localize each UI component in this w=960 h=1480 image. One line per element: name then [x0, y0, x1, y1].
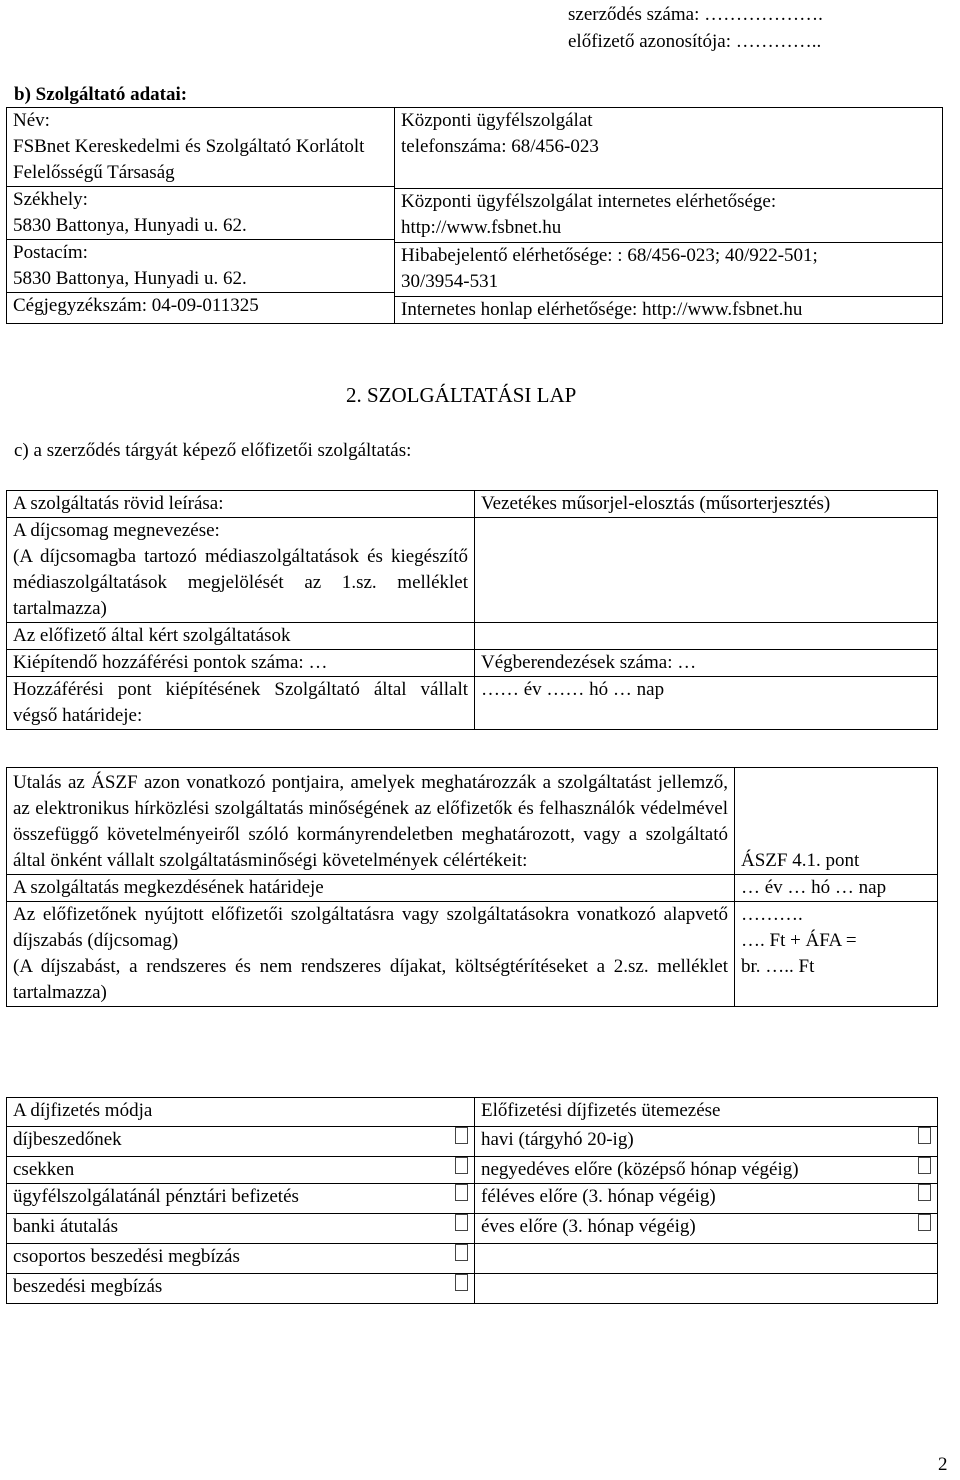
section-title: 2. SZOLGÁLTATÁSI LAP: [346, 383, 577, 407]
method-row: [7, 1244, 475, 1274]
fee-cell: [7, 902, 735, 1007]
deadline-value: …… év …… hó … nap: [475, 677, 938, 730]
method-label: ügyfélszolgálatánál pénztári befizetés: [13, 1186, 299, 1207]
phone-info: Központi ügyfélszolgálat telefonszáma: 68/456-023: [401, 110, 599, 157]
schedule-row: [475, 1214, 938, 1244]
schedule-label: féléves előre (3. hónap végéig): [481, 1186, 716, 1207]
fee-text-2: (A díjszabást, a rendszeres és nem rendszeres díjakat, költségtérítéseket a 2.sz. melléklet tartalmazza): [13, 956, 728, 1003]
provider-table: [6, 107, 943, 324]
start-label: A szolgáltatás megkezdésének határideje: [7, 875, 735, 902]
schedule-label: havi (tárgyhó 20-ig): [481, 1129, 634, 1150]
terminals-label: Végberendezések száma: …: [475, 650, 938, 677]
package-label: A díjcsomag megnevezése:: [13, 520, 220, 541]
checkbox-schedule-annual[interactable]: [918, 1214, 931, 1231]
method-label: banki átutalás: [13, 1216, 118, 1237]
seat-label: Székhely:: [13, 189, 88, 210]
checkbox-schedule-quarterly[interactable]: [918, 1157, 931, 1174]
checkbox-schedule-semiannual[interactable]: [918, 1184, 931, 1201]
method-row: [7, 1127, 475, 1157]
quality-table: [6, 767, 938, 1007]
postal-label: Postacím:: [13, 242, 88, 263]
schedule-header: Előfizetési díjfizetés ütemezése: [475, 1098, 938, 1127]
fee-value-2: …. Ft + ÁFA =: [741, 930, 857, 951]
fee-value-1: ……….: [741, 904, 803, 925]
web-info: Központi ügyfélszolgálat internetes elérhetősége: http://www.fsbnet.hu: [401, 191, 777, 238]
contract-number: szerződés száma: ……………….: [568, 4, 823, 25]
checkbox-method-direct-debit[interactable]: [455, 1274, 468, 1291]
fee-value-3: br. ….. Ft: [741, 956, 815, 977]
short-desc-label: A szolgáltatás rövid leírása:: [7, 491, 475, 518]
method-label: csoportos beszedési megbízás: [13, 1246, 240, 1267]
method-label: díjbeszedőnek: [13, 1129, 122, 1150]
method-label: csekken: [13, 1159, 75, 1180]
schedule-row: [475, 1184, 938, 1214]
method-row: [7, 1214, 475, 1244]
name-value: FSBnet Kereskedelmi és Szolgáltató Korlátolt Felelősségű Társaság: [13, 136, 365, 183]
checkbox-method-dijbeszedo[interactable]: [455, 1127, 468, 1144]
deadline-label: Hozzáférési pont kiépítésének Szolgáltató által vállalt végső határideje:: [7, 677, 475, 730]
package-cell: [7, 518, 475, 623]
name-label: Név:: [13, 110, 50, 131]
method-row: [7, 1274, 475, 1304]
payment-table: [6, 1097, 938, 1304]
checkbox-schedule-monthly[interactable]: [918, 1127, 931, 1144]
requested-label: Az előfizető által kért szolgáltatások: [7, 623, 475, 650]
provider-heading: b) Szolgáltató adatai:: [14, 84, 188, 105]
method-row: [7, 1184, 475, 1214]
empty-cell: [475, 1244, 938, 1274]
schedule-row: [475, 1127, 938, 1157]
homepage-info: Internetes honlap elérhetősége: http://www.fsbnet.hu: [401, 299, 803, 320]
short-desc-value: Vezetékes műsorjel-elosztás (műsorterjesztés): [475, 491, 938, 518]
registry-number: Cégjegyzékszám: 04-09-011325: [13, 295, 259, 316]
page-number: 2: [938, 1454, 948, 1475]
service-table: [6, 490, 938, 730]
checkbox-method-cheque[interactable]: [455, 1157, 468, 1174]
method-label: beszedési megbízás: [13, 1276, 163, 1297]
schedule-label: negyedéves előre (középső hónap végéig): [481, 1159, 799, 1180]
provider-right-cell: [395, 108, 943, 324]
access-points-label: Kiépítendő hozzáférési pontok száma: …: [7, 650, 475, 677]
package-value: [475, 518, 938, 623]
service-heading: c) a szerződés tárgyát képező előfizetői szolgáltatás:: [14, 440, 412, 461]
package-note: (A díjcsomagba tartozó médiaszolgáltatások és kiegészítő médiaszolgáltatások megjelölését az 1.sz. melléklet tartalmazza): [13, 546, 468, 619]
provider-left-cell: [7, 108, 395, 324]
empty-cell: [475, 1274, 938, 1304]
schedule-label: éves előre (3. hónap végéig): [481, 1216, 696, 1237]
subscriber-id: előfizető azonosítója: …………..: [568, 31, 822, 52]
reference-value: ÁSZF 4.1. pont: [735, 768, 938, 875]
method-row: [7, 1157, 475, 1184]
schedule-row: [475, 1157, 938, 1184]
seat-value: 5830 Battonya, Hunyadi u. 62.: [13, 215, 247, 236]
fee-values: [735, 902, 938, 1007]
checkbox-method-cash-desk[interactable]: [455, 1184, 468, 1201]
fee-text-1: Az előfizetőnek nyújtott előfizetői szolgáltatásra vagy szolgáltatásokra vonatkozó alapvető díjszabás (díjcsomag): [13, 904, 728, 951]
reference-text: Utalás az ÁSZF azon vonatkozó pontjaira, amelyek meghatározzák a szolgáltatást jellemző, az elektronikus hírközlési szolgáltatás minőségének az előfizetők és felhasználók védelmével összefüggő követelményeiről szóló kormányrendeletben meghatározott, vagy a szolgáltató által önként vállalt szolgáltatásminőségi követelmények célértékeit:: [7, 768, 735, 875]
requested-value: [475, 623, 938, 650]
method-header: A díjfizetés módja: [7, 1098, 475, 1127]
start-value: … év … hó … nap: [735, 875, 938, 902]
checkbox-method-bank-transfer[interactable]: [455, 1214, 468, 1231]
postal-value: 5830 Battonya, Hunyadi u. 62.: [13, 268, 247, 289]
checkbox-method-group-direct-debit[interactable]: [455, 1244, 468, 1261]
fault-report-info: Hibabejelentő elérhetősége: : 68/456-023; 40/922-501; 30/3954-531: [401, 245, 818, 292]
